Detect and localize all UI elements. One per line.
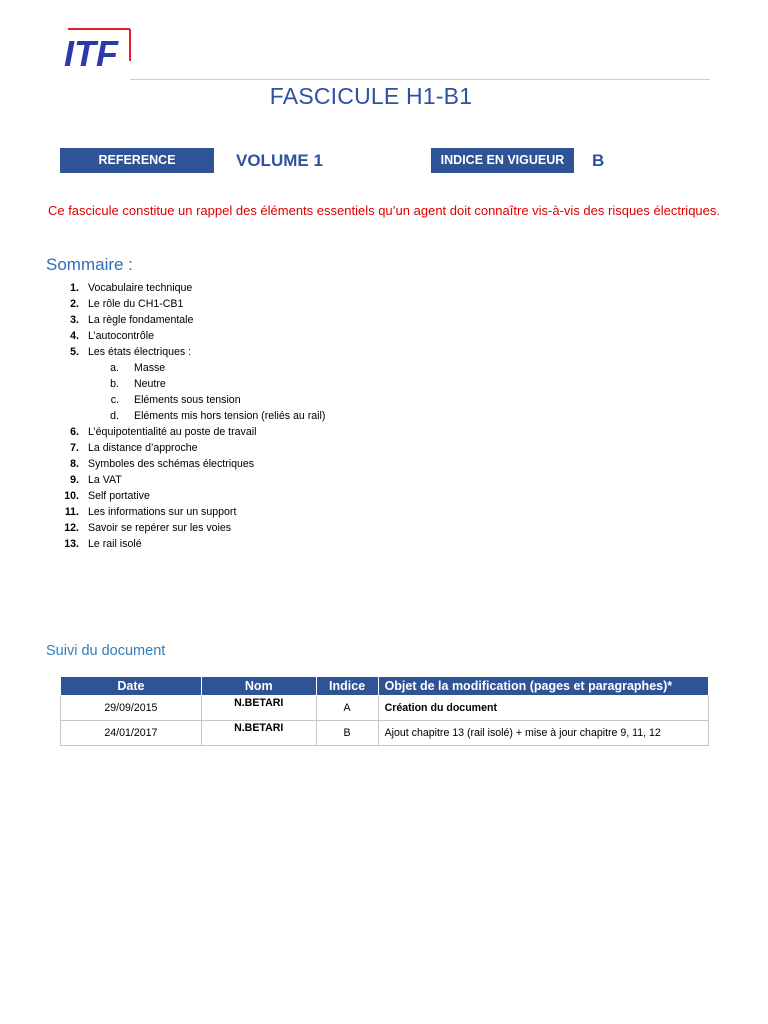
toc-text: Self portative [88, 490, 150, 502]
cell-date: 24/01/2017 [61, 721, 202, 746]
toc-item [0, 520, 325, 536]
toc-text: L’autocontrôle [88, 330, 154, 342]
toc-item [0, 440, 325, 456]
toc-item [0, 472, 325, 488]
itf-logo [58, 25, 132, 75]
col-date: Date [61, 677, 202, 696]
cell-indice: B [316, 721, 378, 746]
page-title: FASCICULE H1-B1 [269, 83, 473, 109]
toc-text: Les états électriques : [88, 346, 192, 358]
suivi-heading: Suivi du document [46, 643, 166, 659]
toc-number: a. [110, 362, 119, 374]
toc-text: Eléments mis hors tension (reliés au rail) [134, 410, 326, 422]
toc-item [0, 312, 325, 328]
cell-date: 29/09/2015 [61, 696, 202, 721]
toc-number: 9. [70, 474, 79, 486]
toc-text: Savoir se repérer sur les voies [88, 522, 232, 534]
toc-text: L’équipotentialité au poste de travail [88, 426, 257, 438]
toc-number: b. [110, 378, 119, 390]
toc-number: 3. [70, 314, 79, 326]
toc-text: Le rôle du CH1-CB1 [88, 298, 184, 310]
toc-number: 5. [70, 346, 79, 358]
toc-text: La règle fondamentale [88, 314, 194, 326]
toc-item [0, 504, 325, 520]
sommaire-heading: Sommaire : [46, 255, 133, 274]
toc-subitem [0, 408, 325, 424]
toc-number: c. [110, 394, 119, 406]
cell-objet: Création du document [378, 696, 708, 721]
toc-text: Masse [134, 362, 166, 374]
toc-item [0, 280, 325, 296]
toc-number: 11. [64, 506, 79, 518]
indice-label: INDICE EN VIGUEUR [431, 148, 574, 173]
col-nom: Nom [201, 677, 316, 696]
toc-number: 13. [64, 538, 79, 550]
toc-text: La VAT [88, 474, 122, 486]
logo-text: ITF [64, 33, 118, 74]
reference-value: VOLUME 1 [236, 151, 323, 170]
table-header-row [61, 677, 709, 696]
intro-text: Ce fascicule constitue un rappel des éléments essentiels qu’un agent doit connaître vis-à-vis des risques électriques. [47, 203, 721, 218]
table-row [61, 696, 709, 721]
reference-label: REFERENCE [60, 148, 214, 173]
toc-text: Le rail isolé [88, 538, 142, 550]
toc-text: Vocabulaire technique [88, 282, 193, 294]
toc-item [0, 536, 325, 552]
table-of-contents [0, 280, 325, 552]
toc-text: Neutre [134, 378, 166, 390]
cell-nom: N.BETARI [201, 696, 316, 721]
col-objet: Objet de la modification (pages et paragraphes)* [378, 677, 708, 696]
toc-text: Symboles des schémas électriques [88, 458, 255, 470]
toc-subitem [0, 392, 325, 408]
toc-number: d. [110, 410, 119, 422]
toc-number: 2. [70, 298, 79, 310]
toc-number: 10. [64, 490, 79, 502]
revision-table [60, 676, 709, 746]
toc-item [0, 456, 325, 472]
toc-number: 4. [70, 330, 79, 342]
indice-value: B [592, 151, 605, 170]
toc-number: 6. [70, 426, 79, 438]
table-row [61, 721, 709, 746]
header-rule [130, 79, 710, 80]
toc-text: Eléments sous tension [134, 394, 241, 406]
toc-item [0, 328, 325, 344]
toc-text: La distance d’approche [88, 442, 198, 454]
toc-subitem [0, 376, 325, 392]
toc-text: Les informations sur un support [88, 506, 237, 518]
cell-nom: N.BETARI [201, 721, 316, 746]
toc-item [0, 296, 325, 312]
cell-objet: Ajout chapitre 13 (rail isolé) + mise à jour chapitre 9, 11, 12 [378, 721, 708, 746]
toc-subitem [0, 360, 325, 376]
cell-indice: A [316, 696, 378, 721]
toc-item [0, 344, 325, 360]
toc-item [0, 424, 325, 440]
toc-number: 7. [70, 442, 79, 454]
toc-number: 12. [64, 522, 79, 534]
toc-number: 1. [70, 282, 79, 294]
toc-number: 8. [70, 458, 79, 470]
col-indice: Indice [316, 677, 378, 696]
toc-item [0, 488, 325, 504]
